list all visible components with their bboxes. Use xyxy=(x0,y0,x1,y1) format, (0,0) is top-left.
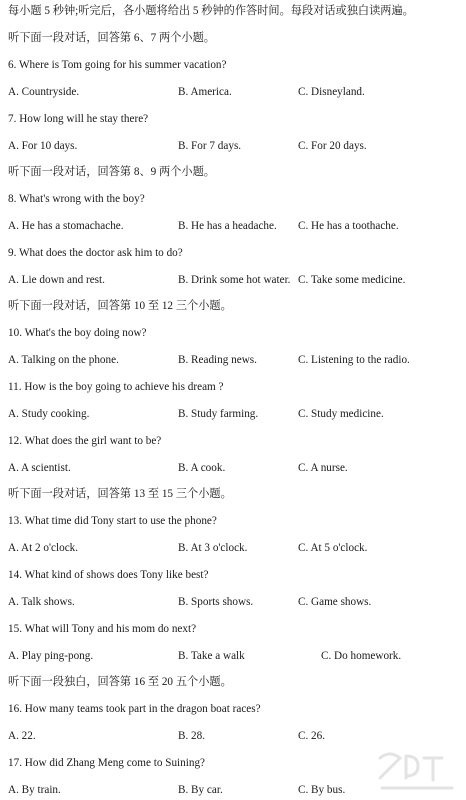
question-9: 9. What does the doctor ask him to do? xyxy=(8,247,183,259)
options-10 xyxy=(8,353,458,367)
options-12 xyxy=(8,461,458,475)
option-13a: A. At 2 o'clock. xyxy=(8,542,79,554)
question-12: 12. What does the girl want to be? xyxy=(8,435,162,447)
instruction-text: 每小题 5 秒钟;听完后，各小题将给出 5 秒钟的作答时间。每段对话或独白读两遍。 xyxy=(8,5,414,17)
option-10b: B. Reading news. xyxy=(178,354,257,366)
option-8b: B. He has a headache. xyxy=(178,220,277,232)
options-9 xyxy=(8,273,458,287)
options-15 xyxy=(8,649,458,663)
option-14c: C. Game shows. xyxy=(298,596,372,608)
option-16b: B. 28. xyxy=(178,730,206,742)
options-11 xyxy=(8,407,458,421)
option-6a: A. Countryside. xyxy=(8,86,80,98)
option-14b: B. Sports shows. xyxy=(178,596,254,608)
option-8c: C. He has a toothache. xyxy=(298,220,399,232)
section-heading-16-20: 听下面一段独白，回答第 16 至 20 五个小题。 xyxy=(8,676,232,688)
section-heading-6-7: 听下面一段对话，回答第 6、7 两个小题。 xyxy=(8,32,215,44)
question-8: 8. What's wrong with the boy? xyxy=(8,193,145,205)
option-8a: A. He has a stomachache. xyxy=(8,220,124,232)
question-16: 16. How many teams took part in the dragon boat races? xyxy=(8,703,261,715)
options-14 xyxy=(8,595,458,609)
option-12a: A. A scientist. xyxy=(8,462,71,474)
option-15a: A. Play ping-pong. xyxy=(8,650,94,662)
option-13c: C. At 5 o'clock. xyxy=(298,542,368,554)
options-7 xyxy=(8,139,458,153)
option-17a: A. By train. xyxy=(8,784,61,796)
section-heading-8-9: 听下面一段对话，回答第 8、9 两个小题。 xyxy=(8,166,215,178)
question-14: 14. What kind of shows does Tony like best? xyxy=(8,569,209,581)
option-11b: B. Study farming. xyxy=(178,408,259,420)
question-13: 13. What time did Tony start to use the phone? xyxy=(8,515,217,527)
option-12c: C. A nurse. xyxy=(298,462,348,474)
option-10a: A. Talking on the phone. xyxy=(8,354,119,366)
option-9a: A. Lie down and rest. xyxy=(8,274,105,286)
option-11a: A. Study cooking. xyxy=(8,408,90,420)
question-15: 15. What will Tony and his mom do next? xyxy=(8,623,197,635)
option-7b: B. For 7 days. xyxy=(178,140,242,152)
options-16 xyxy=(8,729,458,743)
option-9c: C. Take some medicine. xyxy=(298,274,406,286)
option-15b: B. Take a walk xyxy=(178,650,245,662)
option-13b: B. At 3 o'clock. xyxy=(178,542,248,554)
option-7c: C. For 20 days. xyxy=(298,140,367,152)
options-8 xyxy=(8,219,458,233)
option-17b: B. By car. xyxy=(178,784,223,796)
question-10: 10. What's the boy doing now? xyxy=(8,327,147,339)
section-heading-10-12: 听下面一段对话，回答第 10 至 12 三个小题。 xyxy=(8,300,232,312)
options-6 xyxy=(8,85,458,99)
question-6: 6. Where is Tom going for his summer vacation? xyxy=(8,59,227,71)
question-11: 11. How is the boy going to achieve his dream ? xyxy=(8,381,224,393)
option-16a: A. 22. xyxy=(8,730,36,742)
option-15c: C. Do homework. xyxy=(321,650,402,662)
option-14a: A. Talk shows. xyxy=(8,596,75,608)
watermark-logo-icon xyxy=(372,748,462,798)
option-9b: B. Drink some hot water. xyxy=(178,274,291,286)
option-6c: C. Disneyland. xyxy=(298,86,365,98)
option-12b: B. A cook. xyxy=(178,462,226,474)
question-7: 7. How long will he stay there? xyxy=(8,113,149,125)
option-10c: C. Listening to the radio. xyxy=(298,354,410,366)
option-16c: C. 26. xyxy=(298,730,326,742)
option-11c: C. Study medicine. xyxy=(298,408,384,420)
option-6b: B. America. xyxy=(178,86,232,98)
section-heading-13-15: 听下面一段对话，回答第 13 至 15 三个小题。 xyxy=(8,488,232,500)
option-17c: C. By bus. xyxy=(298,784,346,796)
options-13 xyxy=(8,541,458,555)
question-17: 17. How did Zhang Meng come to Suining? xyxy=(8,757,205,769)
option-7a: A. For 10 days. xyxy=(8,140,78,152)
